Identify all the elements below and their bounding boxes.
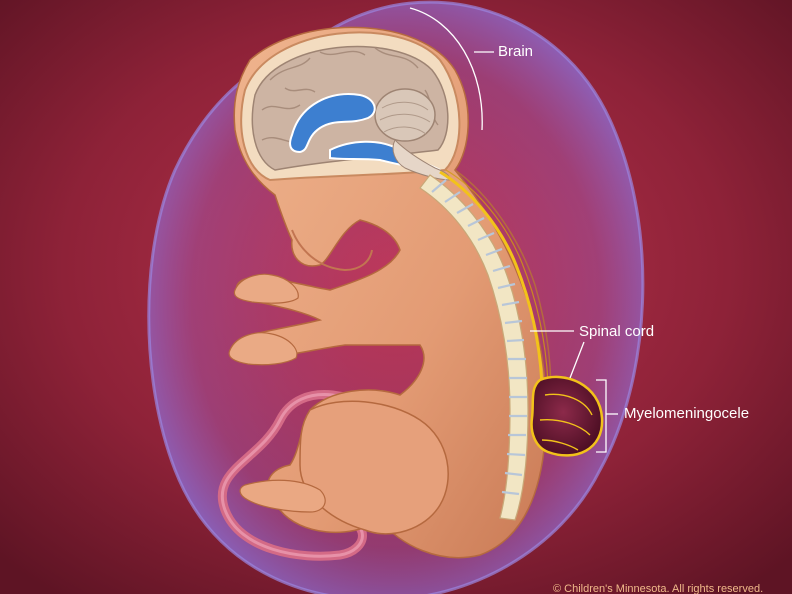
label-spinal-cord: Spinal cord [579,323,655,340]
label-myelomeningocele: Myelomeningocele [624,405,750,422]
copyright-notice: © Children's Minnesota. All rights reserved. [553,583,764,594]
label-brain: Brain [498,43,534,60]
cerebellum [375,89,435,141]
